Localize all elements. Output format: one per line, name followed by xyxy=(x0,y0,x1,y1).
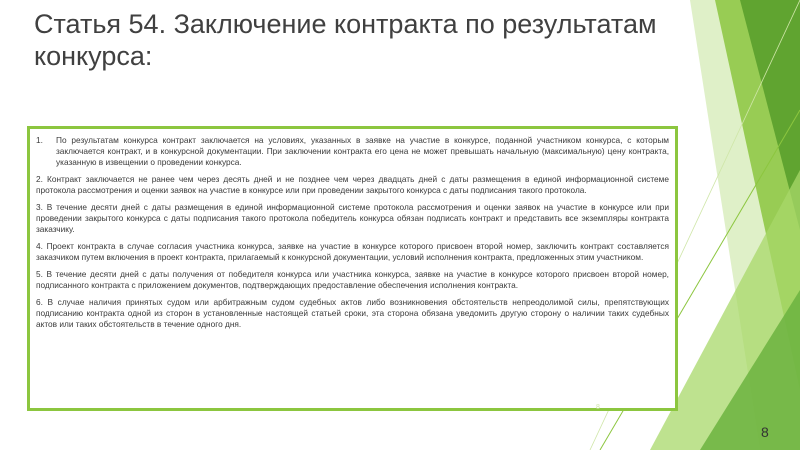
paragraph-1 xyxy=(36,135,669,168)
paragraph-1-number: 1. xyxy=(36,135,43,145)
page-number: 8 xyxy=(761,424,769,440)
paragraph-6: 6. В случае наличия принятых судом или арбитражным судом судебных актов либо возникновения обстоятельств непреодолимой силы, препятствующих подписанию контракта одной из сторон в установленные настоящей статьей сроки, эта сторона обязана уведомить другую сторону о наличии таких судебных актов или таких обстоятельств в течение одного дня. xyxy=(36,297,669,329)
paragraph-2: 2. Контракт заключается не ранее чем через десять дней и не позднее чем через двадцать дней с даты размещения в единой информационной системе протокола рассмотрения и оценки заявок на участие в конкурсе или при проведении закрытого конкурса с даты подписания такого протокола. xyxy=(36,174,669,195)
paragraph-1-text: По результатам конкурса контракт заключается на условиях, указанных в заявке на участие в конкурсе, поданной участником конкурса, с которым заключается контракт, и в конкурсной документации. При заключении контракта его цена не может превышать начальную (максимальную) цену контракта, указанную в извещении о проведении конкурса. xyxy=(56,135,669,167)
slide-title: Статья 54. Заключение контракта по результатам конкурса: xyxy=(34,9,657,71)
paragraph-4: 4. Проект контракта в случае согласия участника конкурса, заявке на участие в конкурсе которого присвоен второй номер, заключить контракт составляется заказчиком путем включения в проект контракта, прилагаемый к конкурсной документации, условий исполнения контракта, предложенных этим участником. xyxy=(36,241,669,262)
content-box xyxy=(27,126,678,411)
paragraph-5: 5. В течение десяти дней с даты получения от победителя конкурса или участника конкурса, заявке на участие в конкурсе которого присвоен второй номер, подписанного контракта с приложением документов, подтверждающих предоставление обеспечения исполнения контракта. xyxy=(36,269,669,290)
small-mark: 8 xyxy=(596,404,600,411)
paragraph-3: 3. В течение десяти дней с даты размещения в единой информационной системе протокола рассмотрения и оценки заявок на участие в конкурсе или при проведении закрытого конкурса с даты подписания такого протокола победитель конкурса обязан подписать контракт и представить все экземпляры контракта заказчику. xyxy=(36,202,669,234)
